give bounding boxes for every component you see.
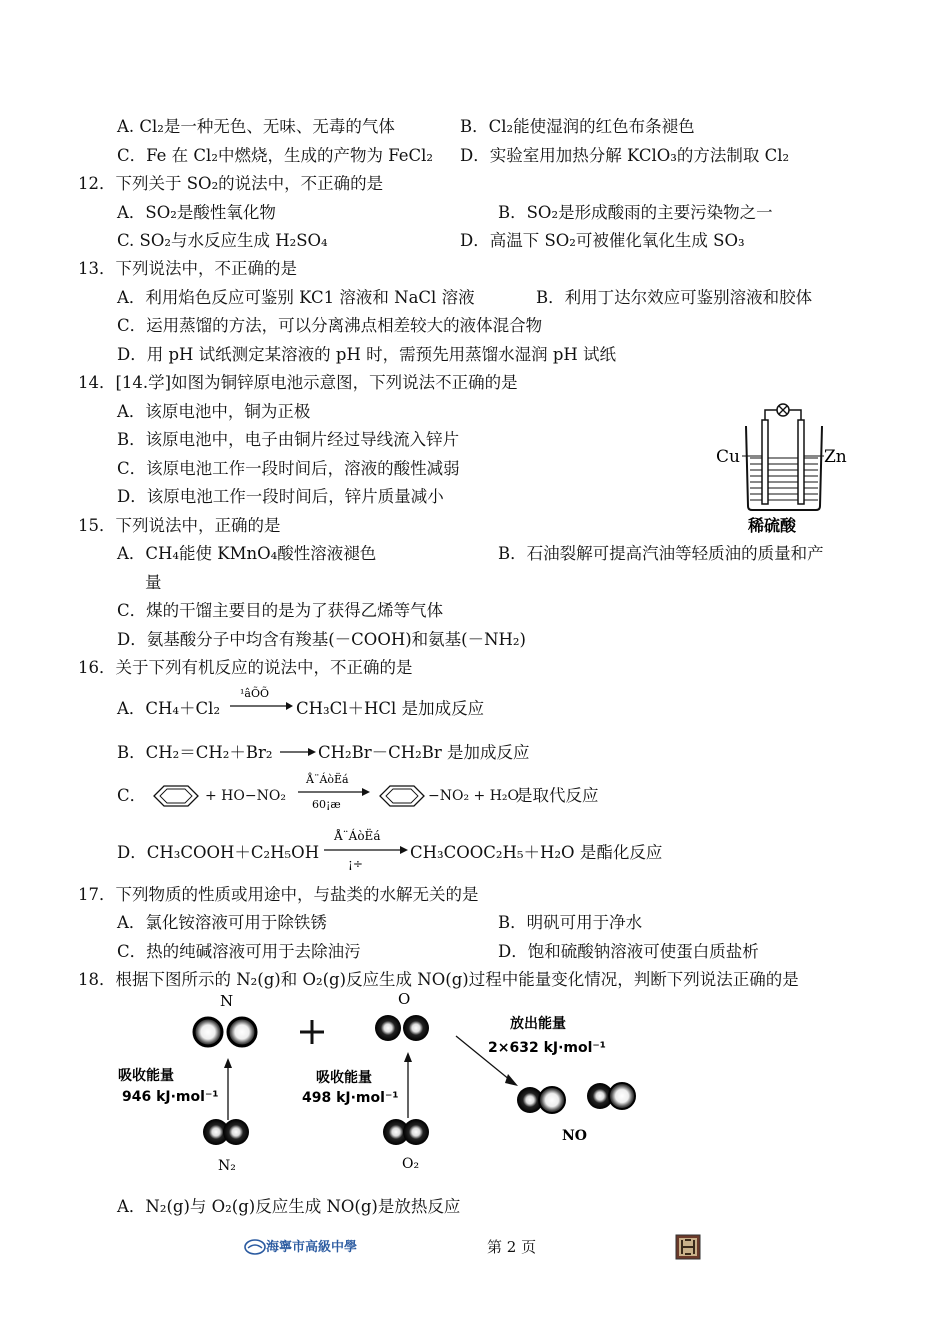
zn-label: Zn bbox=[824, 447, 847, 467]
q13-option-c: C．运用蒸馏的方法，可以分离沸点相差较大的液体混合物 bbox=[117, 316, 543, 335]
q16-a-right: CH₃Cl＋HCl 是加成反应 bbox=[296, 699, 485, 718]
q16-a-arrow bbox=[228, 686, 294, 712]
q14-option-b: B．该原电池中，电子由铜片经过导线流入锌片 bbox=[117, 430, 460, 449]
q16-c-tail: 是取代反应 bbox=[516, 786, 599, 805]
q16-c-arrow bbox=[296, 772, 372, 816]
q11-option-a: A. Cl₂是一种无色、无味、无毒的气体 bbox=[117, 117, 395, 136]
q16-c-label: C． bbox=[117, 786, 147, 805]
q11-option-c: C．Fe 在 Cl₂中燃烧，生成的产物为 FeCl₂ bbox=[117, 146, 434, 165]
q14-option-a: A．该原电池中，铜为正极 bbox=[117, 402, 311, 421]
q16-d-right: CH₃COOC₂H₅＋H₂O 是酯化反应 bbox=[410, 843, 663, 862]
q11-option-d: D．实验室用加热分解 KClO₃的方法制取 Cl₂ bbox=[460, 146, 790, 165]
galvanic-cell-figure bbox=[712, 398, 862, 538]
cu-label: Cu bbox=[716, 447, 740, 467]
q13-stem: 13．下列说法中，不正确的是 bbox=[78, 259, 297, 278]
no-label: NO bbox=[562, 1128, 587, 1144]
q16-c-reagent: + HO−NO₂ bbox=[205, 788, 286, 804]
release-energy-label: 放出能量 bbox=[510, 1016, 566, 1032]
absorb-energy-value-1: 946 kJ·mol⁻¹ bbox=[122, 1089, 219, 1105]
q16-a-left: A．CH₄＋Cl₂ bbox=[117, 699, 221, 718]
school-emblem-icon bbox=[675, 1234, 701, 1260]
q18-stem: 18．根据下图所示的 N₂(g)和 O₂(g)反应生成 NO(g)过程中能量变化情况，判断下列说法正确的是 bbox=[78, 970, 799, 989]
q14-option-c: C．该原电池工作一段时间后，溶液的酸性减弱 bbox=[117, 459, 460, 478]
q16-c-condition-bottom: 60¡æ bbox=[312, 798, 341, 811]
release-energy-value: 2×632 kJ·mol⁻¹ bbox=[488, 1040, 606, 1056]
o-atom-label: O bbox=[398, 990, 411, 1008]
q17-option-d: D．饱和硫酸钠溶液可使蛋白质盐析 bbox=[498, 942, 759, 961]
benzene-ring-icon bbox=[152, 784, 200, 808]
o2-label: O₂ bbox=[402, 1156, 420, 1172]
q12-stem: 12．下列关于 SO₂的说法中，不正确的是 bbox=[78, 174, 384, 193]
q17-option-a: A．氯化铵溶液可用于除铁锈 bbox=[117, 913, 327, 932]
q13-option-b: B．利用丁达尔效应可鉴别溶液和胶体 bbox=[536, 288, 813, 307]
dilute-sulfuric-acid-label: 稀硫酸 bbox=[748, 516, 797, 535]
q16-b-right: CH₂Br－CH₂Br 是加成反应 bbox=[318, 743, 530, 762]
q16-c-condition-top: Å¨ÁòËá bbox=[306, 773, 349, 786]
q12-option-a: A．SO₂是酸性氧化物 bbox=[117, 203, 276, 222]
q16-d-condition-top: Å¨ÁòËá bbox=[334, 829, 381, 843]
q17-option-c: C．热的纯碱溶液可用于去除油污 bbox=[117, 942, 361, 961]
q15-option-b: B．石油裂解可提高汽油等轻质油的质量和产 bbox=[498, 544, 824, 563]
q16-d-condition-bottom: ¡÷ bbox=[348, 857, 363, 871]
absorb-energy-label-1: 吸收能量 bbox=[118, 1068, 174, 1084]
q13-option-d: D．用 pH 试纸测定某溶液的 pH 时，需预先用蒸馏水湿润 pH 试纸 bbox=[117, 345, 617, 364]
q16-d-left: D．CH₃COOH＋C₂H₅OH bbox=[117, 843, 320, 862]
q12-option-c: C. SO₂与水反应生成 H₂SO₄ bbox=[117, 231, 328, 250]
school-logo-icon bbox=[244, 1238, 266, 1256]
q16-b-arrow bbox=[278, 744, 318, 760]
q15-option-c: C．煤的干馏主要目的是为了获得乙烯等气体 bbox=[117, 601, 444, 620]
q15-option-a: A．CH₄能使 KMnO₄酸性溶液褪色 bbox=[117, 544, 377, 563]
q18-option-a: A．N₂(g)与 O₂(g)反应生成 NO(g)是放热反应 bbox=[117, 1197, 461, 1216]
q15-stem: 15．下列说法中，正确的是 bbox=[78, 516, 281, 535]
q14-option-d: D．该原电池工作一段时间后，锌片质量减小 bbox=[117, 487, 444, 506]
q16-stem: 16．关于下列有机反应的说法中，不正确的是 bbox=[78, 658, 413, 677]
q12-option-b: B．SO₂是形成酸雨的主要污染物之一 bbox=[498, 203, 773, 222]
energy-diagram-figure bbox=[110, 990, 670, 1180]
benzene-ring-product-icon bbox=[378, 784, 426, 808]
q14-stem: 14．[14.学]如图为铜锌原电池示意图，下列说法不正确的是 bbox=[78, 373, 518, 392]
q17-option-b: B．明矾可用于净水 bbox=[498, 913, 643, 932]
q16-c-product: −NO₂ + H₂O bbox=[428, 788, 519, 804]
absorb-energy-value-2: 498 kJ·mol⁻¹ bbox=[302, 1090, 399, 1106]
q11-option-b: B．Cl₂能使湿润的红色布条褪色 bbox=[460, 117, 695, 136]
q17-stem: 17．下列物质的性质或用途中，与盐类的水解无关的是 bbox=[78, 885, 479, 904]
q16-b-left: B．CH₂＝CH₂＋Br₂ bbox=[117, 743, 273, 762]
page-number: 第 2 页 bbox=[487, 1238, 537, 1256]
n2-label: N₂ bbox=[218, 1158, 236, 1174]
school-name: 海寧市高級中學 bbox=[266, 1240, 358, 1255]
q12-option-d: D．高温下 SO₂可被催化氧化生成 SO₃ bbox=[460, 231, 745, 250]
q13-option-a: A．利用焰色反应可鉴别 KC1 溶液和 NaCl 溶液 bbox=[117, 288, 475, 307]
n-atom-label: N bbox=[220, 992, 234, 1010]
q16-d-arrow bbox=[322, 828, 410, 876]
q15-option-b-cont: 量 bbox=[145, 573, 162, 592]
q15-option-d: D．氨基酸分子中均含有羧基(－COOH)和氨基(－NH₂) bbox=[117, 630, 526, 649]
absorb-energy-label-2: 吸收能量 bbox=[316, 1070, 372, 1086]
q16-a-condition: ¹âÕÕ bbox=[240, 687, 270, 700]
